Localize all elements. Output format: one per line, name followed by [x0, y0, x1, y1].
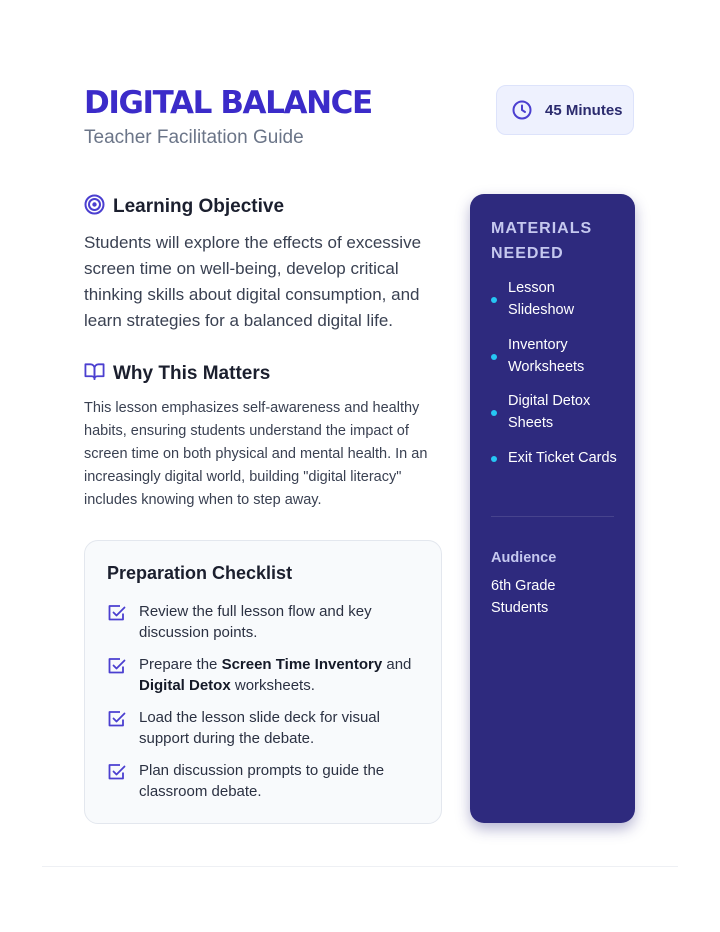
worksheet-name: Screen Time Inventory — [221, 656, 383, 673]
materials-item — [491, 278, 621, 321]
bullet-dot-icon — [491, 456, 497, 462]
checkbox-checked-icon — [107, 762, 127, 782]
materials-panel — [470, 194, 635, 823]
audience-value: 6th Grade Students — [491, 578, 556, 616]
checklist-item-text: Plan discussion prompts to guide the classroom debate. — [139, 762, 385, 800]
materials-item — [491, 335, 621, 378]
checklist-item — [107, 760, 417, 802]
checklist-item — [107, 707, 417, 749]
checkbox-checked-icon — [107, 603, 127, 623]
objective-heading — [84, 194, 284, 220]
bullet-dot-icon — [491, 354, 497, 360]
page-title: DIGITAL BALANCE — [84, 85, 372, 121]
bullet-dot-icon — [491, 297, 497, 303]
checklist-item-text: Load the lesson slide deck for visual support during the debate. — [139, 709, 380, 747]
materials-title: MATERIALS NEEDED — [491, 220, 593, 262]
checkbox-checked-icon — [107, 709, 127, 729]
checkbox-checked-icon — [107, 656, 127, 676]
duration-badge — [496, 85, 634, 135]
why-heading — [84, 361, 270, 387]
checklist-item — [107, 654, 417, 696]
why-heading-label: Why This Matters — [113, 363, 271, 384]
audience-label: Audience — [491, 550, 557, 566]
materials-item-label: Exit Ticket Cards — [508, 450, 617, 466]
objective-text: Students will explore the effects of excessive screen time on well-being, develop critical thinking skills about digital consumption, and learn strategies for a balanced digital life. — [84, 233, 422, 330]
why-text: This lesson emphasizes self-awareness and healthy habits, ensuring students understand the impact of screen time on both physical and mental health. In an increasingly digital world, building "digital literacy" includes knowing when to step away. — [84, 400, 428, 508]
materials-divider — [491, 516, 614, 517]
checklist-title: Preparation Checklist — [107, 563, 293, 583]
materials-item-label: Digital Detox Sheets — [508, 393, 591, 431]
bullet-dot-icon — [491, 410, 497, 416]
materials-item — [491, 391, 621, 434]
checklist-item — [107, 601, 417, 643]
objective-heading-label: Learning Objective — [113, 196, 285, 217]
duration-label: 45 Minutes — [545, 101, 623, 119]
worksheet-name: Digital Detox — [139, 677, 231, 694]
materials-item-label: Inventory Worksheets — [508, 337, 585, 375]
materials-item — [491, 448, 621, 470]
page-subtitle: Teacher Facilitation Guide — [84, 127, 304, 148]
clock-icon — [511, 99, 533, 121]
materials-item-label: Lesson Slideshow — [508, 280, 575, 318]
checklist-item-text: Review the full lesson flow and key discussion points. — [139, 603, 372, 641]
preparation-checklist — [84, 540, 442, 824]
checklist-item-text: Prepare the Screen Time Inventory and Digital Detox worksheets. — [139, 656, 412, 694]
target-icon — [84, 194, 105, 220]
footer-divider — [42, 866, 678, 867]
open-book-icon — [84, 361, 105, 387]
